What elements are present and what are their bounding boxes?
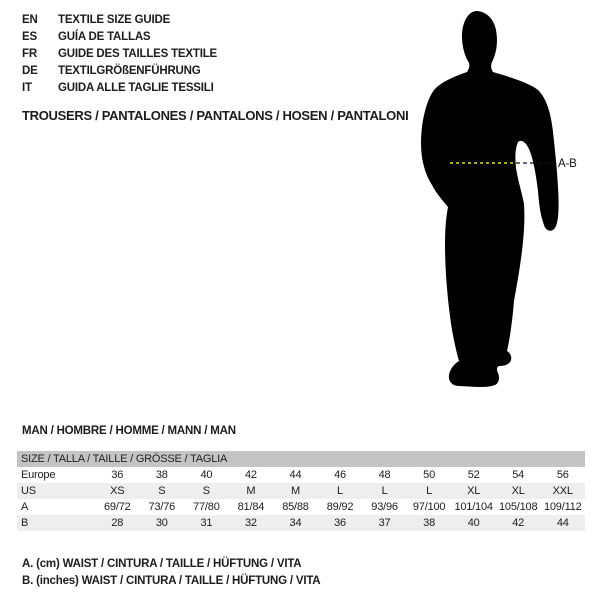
- row-label: Europe: [21, 469, 56, 481]
- size-cell: XL: [511, 485, 525, 497]
- size-cell: M: [246, 485, 256, 497]
- row-label: A: [21, 501, 29, 513]
- measure-label: A-B: [558, 158, 577, 170]
- language-code: ES: [22, 30, 37, 43]
- size-cell: 40: [467, 517, 480, 529]
- size-cell: 50: [423, 469, 436, 481]
- figure-area: [400, 0, 600, 400]
- size-cell: 54: [512, 469, 525, 481]
- language-label: TEXTILGRÖßENFÜHRUNG: [58, 64, 201, 77]
- language-row: [22, 62, 217, 79]
- size-cell: L: [381, 485, 388, 497]
- language-row: [22, 79, 217, 96]
- row-label: US: [21, 485, 36, 497]
- size-cell: XS: [110, 485, 125, 497]
- size-cell: 36: [111, 469, 124, 481]
- size-cell: XL: [467, 485, 481, 497]
- size-cell: 52: [467, 469, 480, 481]
- language-code: EN: [22, 13, 38, 26]
- notes: [22, 556, 320, 590]
- note-a: A. (cm) WAIST / CINTURA / TAILLE / HÜFTUNG / VITA: [22, 558, 302, 570]
- size-cell: 105/108: [499, 501, 538, 513]
- size-cell: 48: [378, 469, 391, 481]
- size-cell: 46: [334, 469, 346, 481]
- size-cell: L: [426, 485, 433, 497]
- table-row: [17, 483, 585, 499]
- size-cell: 40: [200, 469, 213, 481]
- size-cell: 89/92: [326, 501, 354, 513]
- size-cell: 38: [155, 469, 168, 481]
- language-code: FR: [22, 47, 37, 60]
- table-row: [17, 515, 585, 531]
- size-cell: 101/104: [454, 501, 493, 513]
- size-cell: 77/80: [193, 501, 220, 513]
- size-cell: 30: [155, 517, 168, 529]
- size-cell: 28: [111, 517, 124, 529]
- size-cell: 73/76: [148, 501, 176, 513]
- size-cell: M: [290, 485, 300, 497]
- language-label: GUIDE DES TAILLES TEXTILE: [58, 47, 217, 60]
- language-row: [22, 28, 217, 45]
- size-cell: XXL: [552, 485, 573, 497]
- man-silhouette-path: [421, 11, 559, 387]
- note-b: B. (inches) WAIST / CINTURA / TAILLE / HÜFTUNG / VITA: [22, 575, 321, 587]
- size-cell: L: [337, 485, 343, 497]
- size-cell: 44: [289, 469, 302, 481]
- size-cell: S: [202, 485, 210, 497]
- product-heading: TROUSERS / PANTALONES / PANTALONS / HOSEN / PANTALONI: [22, 108, 409, 123]
- size-cell: S: [158, 485, 166, 497]
- size-cell: 44: [556, 517, 569, 529]
- size-cell: 69/72: [104, 501, 131, 513]
- language-code: IT: [22, 81, 32, 94]
- size-cell: 34: [289, 517, 302, 529]
- size-cell: 56: [556, 469, 569, 481]
- language-code: DE: [22, 64, 38, 77]
- table-row: [17, 467, 585, 483]
- size-cell: 31: [200, 517, 213, 529]
- table-row: [17, 499, 585, 515]
- size-table-header: SIZE / TALLA / TAILLE / GRÖSSE / TAGLIA: [17, 451, 585, 467]
- language-label: GUIDA ALLE TAGLIE TESSILI: [58, 81, 214, 94]
- size-cell: 37: [378, 517, 391, 529]
- size-cell: 109/112: [543, 501, 582, 513]
- language-row: [22, 11, 217, 28]
- size-table-body: [17, 467, 585, 531]
- size-cell: 36: [334, 517, 346, 529]
- size-cell: 42: [244, 469, 257, 481]
- row-label: B: [21, 517, 29, 529]
- size-cell: 97/100: [412, 501, 446, 513]
- language-list: [22, 11, 217, 96]
- size-cell: 32: [244, 517, 257, 529]
- gender-heading: MAN / HOMBRE / HOMME / MANN / MAN: [22, 425, 236, 437]
- size-cell: 85/88: [282, 501, 309, 513]
- size-cell: 81/84: [237, 501, 265, 513]
- language-label: GUÍA DE TALLAS: [58, 30, 151, 43]
- language-label: TEXTILE SIZE GUIDE: [58, 13, 171, 26]
- size-table: [17, 451, 585, 531]
- size-cell: 38: [423, 517, 436, 529]
- man-silhouette: [400, 0, 600, 400]
- language-row: [22, 45, 217, 62]
- size-cell: 42: [512, 517, 525, 529]
- size-cell: 93/96: [371, 501, 398, 513]
